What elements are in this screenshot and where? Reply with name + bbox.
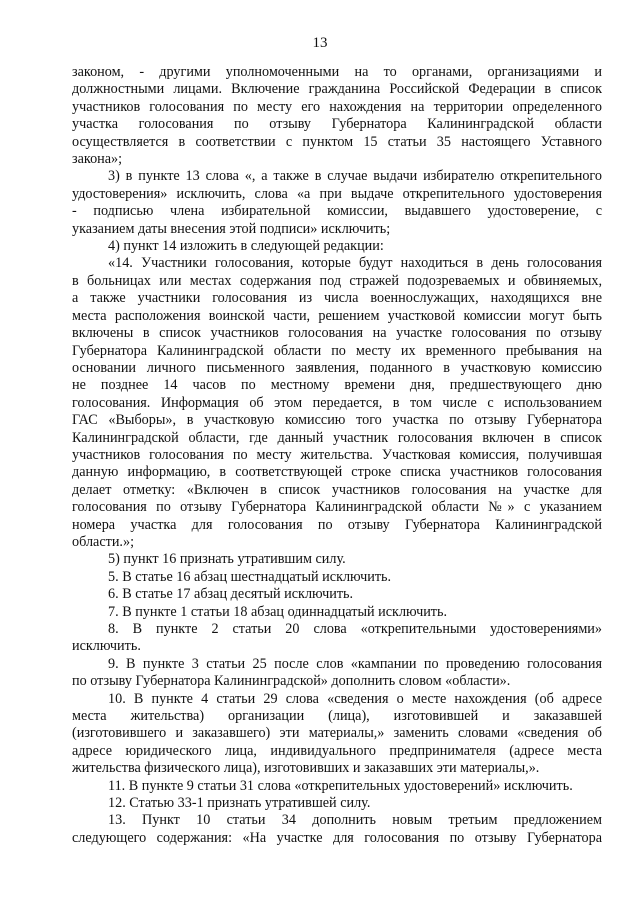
- text-line: места жительства) организации (лица), изготовившей и заказавшей: [72, 708, 602, 725]
- text-line: 9. В пункте 3 статьи 25 после слов «кампании по проведению голосования: [108, 655, 602, 672]
- text-line: основании личного письменного заявления, поданного в участковую комиссию: [72, 359, 602, 376]
- text-line: не позднее 14 часов по местному времени дня, предшествующего дню: [72, 377, 602, 394]
- text-line: участников голосования по месту жительства. Участковая комиссия, получившая: [72, 446, 602, 463]
- text-line: 5) пункт 16 признать утратившим силу.: [108, 551, 346, 568]
- text-line: 13. Пункт 10 статьи 34 дополнить новым третьим предложением: [108, 812, 602, 829]
- text-line: 3) в пункте 13 слова «, а также в случае выдачи избирателю открепительного: [108, 168, 602, 185]
- text-line: «14. Участники голосования, которые будут находиться в день голосования: [108, 255, 602, 272]
- text-line: Губернатора Калининградской области по месту их временного пребывания на: [72, 342, 602, 359]
- text-line: 10. В пункте 4 статьи 29 слова «сведения о месте нахождения (об адресе: [108, 690, 602, 707]
- text-line: а также участники голосования из числа военнослужащих, находящихся вне: [72, 290, 602, 307]
- text-line: ГАС «Выборы», в участковую комиссию того участка по отзыву Губернатора: [72, 412, 602, 429]
- text-line: - подписью члена избирательной комиссии, выдавшего удостоверение, с: [72, 203, 602, 220]
- text-line: (изготовившего и заказавшего) эти материалы,» заменить словами «сведения об: [72, 725, 602, 742]
- text-line: 7. В пункте 1 статьи 18 абзац одиннадцатый исключить.: [108, 603, 448, 620]
- text-line: жительства физического лица), изготовивших и заказавших эти материалы,».: [72, 760, 540, 777]
- text-line: участников голосования по месту его нахождения на территории определенного: [72, 98, 602, 115]
- text-line: 4) пункт 14 изложить в следующей редакции:: [108, 238, 384, 255]
- text-line: следующего содержания: «На участке для голосования по отзыву Губернатора: [72, 829, 602, 846]
- text-line: данную информацию, в соответствующей строке списка участников голосования: [72, 464, 602, 481]
- text-line: номера участка для голосования по отзыву Губернатора Калининградской: [72, 516, 602, 533]
- text-line: 11. В пункте 9 статьи 31 слова «открепительных удостоверений» исключить.: [108, 777, 573, 794]
- text-line: 12. Статью 33-1 признать утратившей силу.: [108, 795, 371, 812]
- text-line: Калининградской области, где данный участник голосования включен в список: [72, 429, 602, 446]
- text-line: закона»;: [72, 151, 123, 168]
- text-line: голосования по отзыву Губернатора Калининградской области №» с указанием: [72, 499, 602, 516]
- text-line: должностными лицами. Включение гражданина Российской Федерации в список: [72, 81, 602, 98]
- text-line: 8. В пункте 2 статьи 20 слова «открепительными удостоверениями»: [108, 621, 602, 637]
- text-line: места расположения воинской части, решением участковой комиссии могут быть: [72, 307, 602, 324]
- text-line: удостоверения» исключить, слова «а при выдаче открепительного удостоверения: [72, 185, 602, 202]
- text-line: делает отметку: «Включен в список участников голосования на участке для: [72, 481, 602, 498]
- text-line: указанием даты внесения этой подписи» исключить;: [72, 220, 391, 237]
- text-line: области.»;: [72, 533, 135, 550]
- text-line: исключить.: [72, 638, 141, 655]
- text-line: 6. В статье 17 абзац десятый исключить.: [108, 586, 354, 603]
- text-line: законом, - другими уполномоченными на то органами, организациями и: [72, 64, 602, 80]
- text-line: голосования. Информация об этом передается, в том числе с использованием: [72, 394, 602, 411]
- document-body: [72, 64, 602, 847]
- text-line: включены в список участников голосования на участке голосования по отзыву: [72, 325, 602, 342]
- text-line: адресе юридического лица, индивидуального предпринимателя (адресе места: [72, 742, 602, 759]
- text-line: 5. В статье 16 абзац шестнадцатый исключить.: [108, 568, 392, 585]
- page-number: 13: [312, 35, 328, 51]
- text-line: участка голосования по отзыву Губернатора Калининградской области: [72, 116, 602, 133]
- text-line: по отзыву Губернатора Калининградской» дополнить словом «области».: [72, 673, 511, 690]
- text-line: осуществляется в соответствии с пунктом 15 статьи 35 настоящего Уставного: [72, 133, 602, 150]
- text-line: в больницах или местах содержания под стражей подозреваемых и обвиняемых,: [72, 272, 602, 289]
